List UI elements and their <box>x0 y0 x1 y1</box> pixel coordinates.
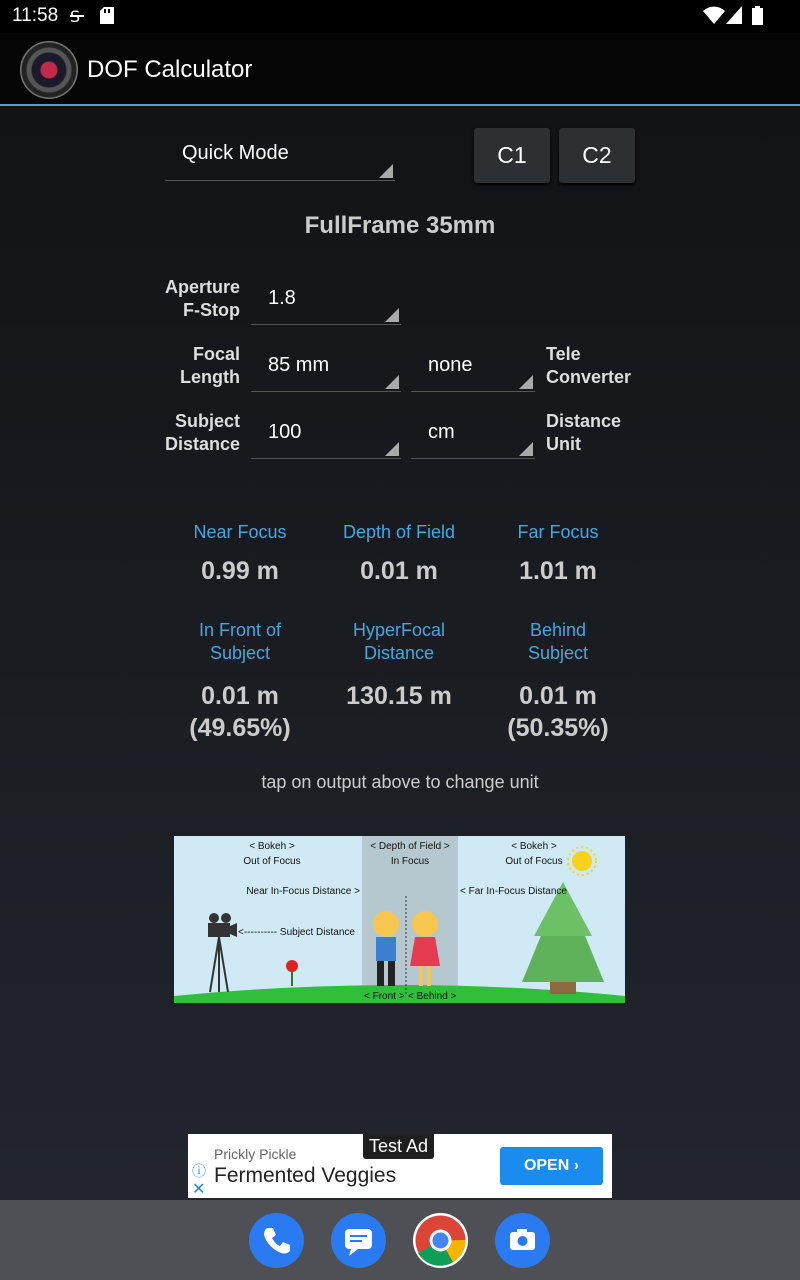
mode-spinner[interactable] <box>165 133 395 181</box>
app-title: DOF Calculator <box>87 56 253 83</box>
dropdown-arrow-icon <box>385 375 399 389</box>
focal-label-line2: Length <box>180 367 240 387</box>
behind-heading-line1: Behind <box>529 620 587 640</box>
behind-heading-line2: Subject <box>527 643 589 663</box>
hyperfocal-heading-line2: Distance <box>363 643 435 663</box>
subject-distance-value: 100 <box>268 421 302 443</box>
unit-hint: tap on output above to change unit <box>261 772 539 792</box>
hyperfocal-output[interactable] <box>319 619 479 712</box>
status-bar <box>0 0 800 33</box>
aperture-spinner[interactable] <box>251 275 401 325</box>
in-focus-label: In Focus <box>390 856 430 867</box>
dropdown-arrow-icon <box>385 308 399 322</box>
near-focus-heading: Near Focus <box>193 522 287 542</box>
front-label: < Front > <box>364 991 405 1002</box>
in-front-percent: (49.65%) <box>189 714 291 742</box>
camera-format-title[interactable]: FullFrame 35mm <box>304 212 496 239</box>
status-time: 11:58 <box>12 5 59 26</box>
far-focus-heading: Far Focus <box>517 522 599 542</box>
focal-length-spinner[interactable] <box>251 342 401 392</box>
hyperfocal-heading-line1: HyperFocal <box>352 620 446 640</box>
in-front-heading-line1: In Front of <box>198 620 282 640</box>
battery-icon <box>752 6 763 31</box>
tele-converter-label-line1: Tele <box>546 344 581 364</box>
tele-converter-label-line2: Converter <box>546 367 632 387</box>
tele-converter-spinner[interactable] <box>411 342 535 392</box>
chevron-right-icon: › <box>573 1157 580 1174</box>
camera-icon[interactable] <box>495 1213 550 1268</box>
dropdown-arrow-icon <box>385 442 399 456</box>
focal-length-value: 85 mm <box>268 354 330 376</box>
near-in-focus-label: Near In-Focus Distance > <box>246 886 360 897</box>
messages-icon[interactable] <box>331 1213 386 1268</box>
in-front-output[interactable] <box>160 619 320 744</box>
behind-label: < Behind > <box>408 991 457 1002</box>
subject-label <box>140 410 240 456</box>
signal-icon <box>726 6 742 30</box>
focal-label-line1: Focal <box>192 344 240 364</box>
subject-label-line2: Distance <box>164 434 240 454</box>
dropdown-arrow-icon <box>379 164 393 178</box>
near-focus-value: 0.99 m <box>201 557 279 585</box>
far-focus-value: 1.01 m <box>519 557 597 585</box>
aperture-value: 1.8 <box>268 287 296 309</box>
c1-button[interactable]: C1 <box>474 128 550 183</box>
hyperfocal-value: 130.15 m <box>346 682 452 710</box>
app-logo-icon <box>20 41 78 99</box>
out-of-focus-left-label: Out of Focus <box>243 856 301 867</box>
tele-converter-label <box>546 343 631 389</box>
distance-unit-value: cm <box>428 421 455 443</box>
nav-dock <box>0 1200 800 1280</box>
aperture-label-line2: F-Stop <box>183 300 240 320</box>
ad-advertiser: Prickly Pickle <box>214 1146 297 1162</box>
app-bar <box>0 33 800 106</box>
distance-unit-spinner[interactable] <box>411 409 535 459</box>
behind-value: 0.01 m <box>519 682 597 710</box>
subject-distance-spinner[interactable] <box>251 409 401 459</box>
dof-diagram <box>174 836 625 1003</box>
far-in-focus-label: < Far In-Focus Distance <box>460 886 567 897</box>
chrome-icon[interactable] <box>413 1213 468 1268</box>
distance-unit-label-line1: Distance <box>546 411 622 431</box>
aperture-label <box>140 276 240 322</box>
focal-label <box>140 343 240 389</box>
ad-title: Fermented Veggies <box>214 1164 397 1187</box>
dropdown-arrow-icon <box>519 375 533 389</box>
ad-info-icon[interactable]: ⓘ <box>192 1163 206 1179</box>
distance-unit-label-line2: Unit <box>546 434 581 454</box>
svg-text:S: S <box>70 7 81 25</box>
bokeh-right-label: < Bokeh > <box>511 841 557 852</box>
subject-label-line1: Subject <box>174 411 240 431</box>
ad-banner[interactable] <box>188 1134 612 1198</box>
dropdown-arrow-icon <box>519 442 533 456</box>
bokeh-left-label: < Bokeh > <box>249 841 295 852</box>
near-focus-output[interactable] <box>160 521 320 587</box>
out-of-focus-right-label: Out of Focus <box>505 856 563 867</box>
wifi-icon <box>703 6 725 30</box>
behind-output[interactable] <box>478 619 638 744</box>
in-front-heading-line2: Subject <box>209 643 271 663</box>
behind-percent: (50.35%) <box>507 714 609 742</box>
aperture-label-line1: Aperture <box>164 277 240 297</box>
distance-unit-label <box>546 410 621 456</box>
ad-open-button[interactable] <box>500 1147 603 1185</box>
phone-icon[interactable] <box>249 1213 304 1268</box>
mode-spinner-value: Quick Mode <box>182 142 289 164</box>
subject-distance-label: <---------- Subject Distance <box>238 927 355 938</box>
test-ad-tag: Test Ad <box>363 1134 434 1159</box>
depth-of-field-output[interactable] <box>319 521 479 587</box>
depth-of-field-value: 0.01 m <box>360 557 438 585</box>
ad-open-label: OPEN <box>523 1157 570 1174</box>
sync-icon <box>70 7 84 31</box>
ad-close-icon[interactable]: ✕ <box>192 1181 206 1198</box>
tele-converter-value: none <box>428 354 473 376</box>
sd-card-icon <box>100 7 114 30</box>
in-front-value: 0.01 m <box>201 682 279 710</box>
depth-of-field-heading: Depth of Field <box>342 522 456 542</box>
dof-diagram-label: < Depth of Field > <box>370 841 450 852</box>
c2-button[interactable]: C2 <box>559 128 635 183</box>
far-focus-output[interactable] <box>478 521 638 587</box>
